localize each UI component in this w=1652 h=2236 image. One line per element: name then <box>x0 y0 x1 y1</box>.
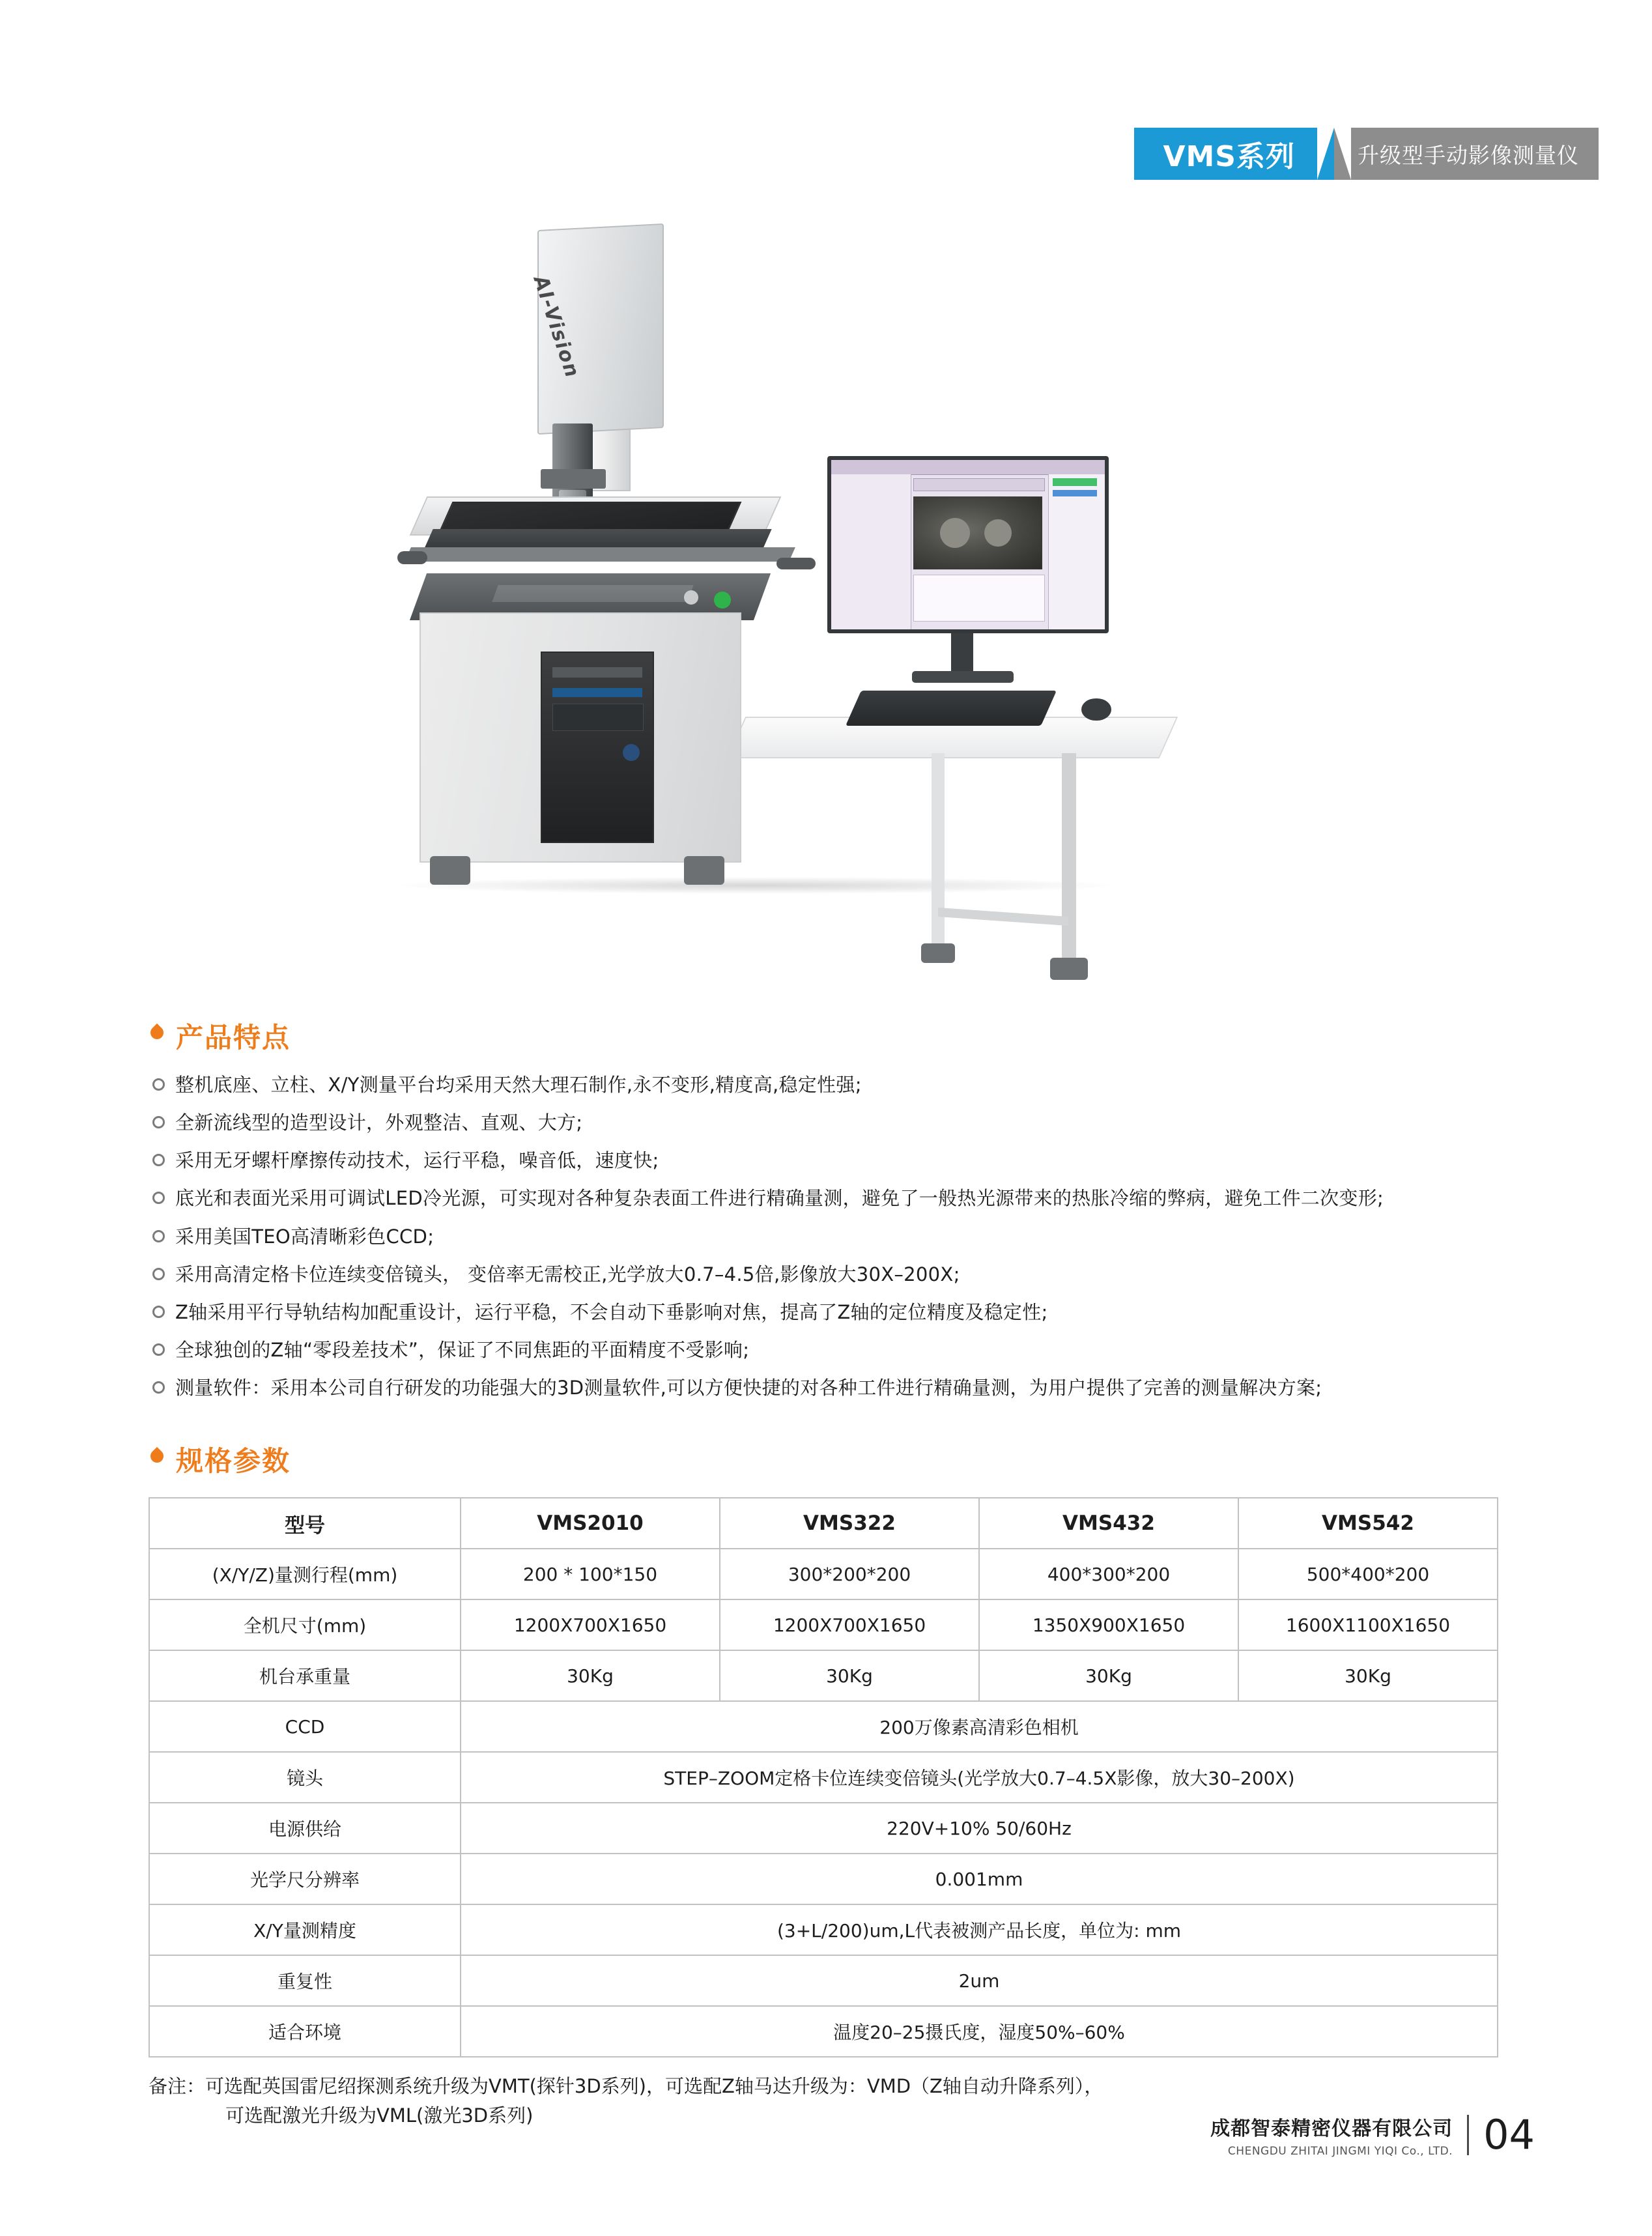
feature-text: 全新流线型的造型设计，外观整洁、直观、大方; <box>175 1111 583 1134</box>
machine-head-housing <box>528 223 664 435</box>
table-row <box>149 1955 1498 2006</box>
footer-company <box>1210 2112 1453 2158</box>
list-item <box>152 1338 1652 1363</box>
machine-optics-mount <box>541 469 606 489</box>
monitor-screen <box>831 460 1105 629</box>
table-row <box>149 1752 1498 1803</box>
machine-foot-right <box>684 856 724 885</box>
cell-merged: 0.001mm <box>461 1854 1498 1904</box>
row-label: CCD <box>149 1701 461 1752</box>
monitor-stand-base <box>912 671 1014 683</box>
spec-table <box>149 1497 1498 2057</box>
ring-bullet-icon <box>152 1306 165 1318</box>
table-row <box>149 2006 1498 2057</box>
software-right-panel <box>1048 474 1105 629</box>
spec-table-wrapper <box>0 1497 1652 2057</box>
software-toolbar <box>913 478 1045 491</box>
cell-merged: 200万像素高清彩色相机 <box>461 1701 1498 1752</box>
mouse <box>1081 698 1111 721</box>
monitor-stand-neck <box>951 629 973 675</box>
computer-power-button <box>623 744 640 761</box>
spec-section-header <box>0 1440 1652 1479</box>
ring-bullet-icon <box>152 1154 165 1166</box>
company-name-cn: 成都智泰精密仪器有限公司 <box>1210 2117 1453 2140</box>
col-header-model: 型号 <box>149 1498 461 1549</box>
cell-merged: 220V+10% 50/60Hz <box>461 1803 1498 1854</box>
banner-gray-wedge <box>1334 128 1351 180</box>
spec-table-head <box>149 1498 1498 1549</box>
cell-merged: (3+L/200)um,L代表被测产品长度，单位为: mm <box>461 1904 1498 1955</box>
cell: 300*200*200 <box>720 1549 979 1599</box>
col-header-vms2010: VMS2010 <box>461 1498 720 1549</box>
table-row <box>149 1701 1498 1752</box>
features-section-header <box>0 1016 1652 1055</box>
droplet-icon <box>149 1025 165 1047</box>
spec-note-line-1: 备注：可选配英国雷尼绍探测系统升级为VMT(探针3D系列)，可选配Z轴马达升级为：VMD（Z轴自动升降系列）， <box>149 2075 1104 2097</box>
row-label: 适合环境 <box>149 2006 461 2057</box>
machine-foot-left <box>430 856 470 885</box>
ring-bullet-icon <box>152 1268 165 1280</box>
cell: 1200X700X1650 <box>461 1599 720 1650</box>
computer-accent-strip <box>552 688 642 697</box>
machine-power-button <box>714 592 731 609</box>
features-list <box>0 1072 1652 1401</box>
machine-panel-label <box>492 585 693 602</box>
cell: 30Kg <box>979 1650 1238 1701</box>
list-item <box>152 1186 1652 1211</box>
list-item <box>152 1300 1652 1325</box>
cell: 30Kg <box>1238 1650 1498 1701</box>
table-header-row <box>149 1498 1498 1549</box>
software-green-indicator <box>1053 478 1097 486</box>
ring-bullet-icon <box>152 1381 165 1394</box>
row-label: X/Y量测精度 <box>149 1904 461 1955</box>
feature-text: 整机底座、立柱、X/Y测量平台均采用天然大理石制作,永不变形,精度高,稳定性强; <box>175 1074 862 1096</box>
desk-leg-left <box>932 753 945 949</box>
series-subtitle: 升级型手动影像测量仪 <box>1351 128 1599 180</box>
cell: 30Kg <box>461 1650 720 1701</box>
computer-front-panel <box>552 704 644 731</box>
table-row <box>149 1549 1498 1599</box>
camera-view-feature-1 <box>940 518 970 548</box>
ring-bullet-icon <box>152 1116 165 1128</box>
machine-panel-button <box>684 590 698 605</box>
spec-table-body <box>149 1549 1498 2057</box>
desk-foot-right <box>1050 958 1088 980</box>
cell: 30Kg <box>720 1650 979 1701</box>
droplet-icon <box>149 1448 165 1470</box>
cell: 500*400*200 <box>1238 1549 1498 1599</box>
table-row <box>149 1803 1498 1854</box>
cell-merged: 2um <box>461 1955 1498 2006</box>
software-left-panel <box>831 474 911 629</box>
row-label: 电源供给 <box>149 1803 461 1854</box>
cell-merged: 温度20–25摄氏度，湿度50%–60% <box>461 2006 1498 2057</box>
table-row <box>149 1599 1498 1650</box>
table-row <box>149 1854 1498 1904</box>
feature-text: 测量软件：采用本公司自行研发的功能强大的3D测量软件,可以方便快捷的对各种工件进行精确量测，为用户提供了完善的测量解决方案; <box>175 1377 1322 1399</box>
features-section <box>0 1016 1652 1413</box>
ring-bullet-icon <box>152 1078 165 1091</box>
col-header-vms322: VMS322 <box>720 1498 979 1549</box>
features-section-title: 产品特点 <box>176 1022 291 1054</box>
list-item <box>152 1148 1652 1173</box>
camera-view-feature-2 <box>984 519 1012 547</box>
row-label: 重复性 <box>149 1955 461 2006</box>
table-row <box>149 1904 1498 1955</box>
row-label: 全机尺寸(mm) <box>149 1599 461 1650</box>
desk-leg-right <box>1062 753 1076 962</box>
cell: 1200X700X1650 <box>720 1599 979 1650</box>
feature-text: Z轴采用平行导轨结构加配重设计，运行平稳，不会自动下垂影响对焦，提高了Z轴的定位精度及稳定性; <box>175 1300 1048 1323</box>
company-name-en: CHENGDU ZHITAI JINGMI YIQI Co., LTD. <box>1227 2145 1453 2158</box>
page-number: 04 <box>1483 2111 1535 2158</box>
software-menubar <box>831 460 1105 475</box>
feature-text: 全球独创的Z轴“零段差技术”，保证了不同焦距的平面精度不受影响; <box>175 1338 750 1361</box>
machine-x-axis-knob <box>397 551 427 564</box>
desk-foot-left <box>921 943 955 963</box>
cell: 400*300*200 <box>979 1549 1238 1599</box>
banner-blue-wedge <box>1317 128 1334 180</box>
page-footer <box>1210 2112 1535 2158</box>
table-row <box>149 1650 1498 1701</box>
col-header-vms432: VMS432 <box>979 1498 1238 1549</box>
row-label: 机台承重量 <box>149 1650 461 1701</box>
keyboard <box>846 691 1057 726</box>
software-results-list <box>913 575 1045 622</box>
cell: 1600X1100X1650 <box>1238 1599 1498 1650</box>
list-item <box>152 1224 1652 1250</box>
footer-divider <box>1467 2115 1469 2155</box>
list-item <box>152 1072 1652 1098</box>
spec-note-line-2: 可选配激光升级为VML(激光3D系列) <box>225 2104 534 2127</box>
list-item <box>152 1262 1652 1287</box>
spec-section-title: 规格参数 <box>176 1445 291 1477</box>
feature-text: 采用无牙螺杆摩擦传动技术，运行平稳，噪音低，速度快; <box>175 1149 659 1172</box>
list-item <box>152 1375 1652 1401</box>
machine-y-axis-knob <box>776 558 816 569</box>
computer-drive-bay <box>552 667 642 678</box>
ring-bullet-icon <box>152 1230 165 1242</box>
machine-stage-rail <box>405 547 795 562</box>
monitor <box>827 456 1109 633</box>
cell: 200 * 100*150 <box>461 1549 720 1599</box>
page-header-banner <box>1134 128 1599 180</box>
feature-text: 采用美国TEO高清晰彩色CCD; <box>175 1225 434 1248</box>
cell-merged: STEP–ZOOM定格卡位连续变倍镜头(光学放大0.7–4.5X影像，放大30–200X) <box>461 1752 1498 1803</box>
row-label: 光学尺分辨率 <box>149 1854 461 1904</box>
col-header-vms542: VMS542 <box>1238 1498 1498 1549</box>
desk-crossbar <box>938 908 1068 926</box>
series-title: VMS系列 <box>1134 128 1317 180</box>
row-label: 镜头 <box>149 1752 461 1803</box>
list-item <box>152 1110 1652 1136</box>
ring-bullet-icon <box>152 1343 165 1356</box>
photo-floor-shadow <box>397 877 1114 894</box>
feature-text: 采用高清定格卡位连续变倍镜头， 变倍率无需校正,光学放大0.7–4.5倍,影像放大30X–200X; <box>175 1263 960 1285</box>
spec-section <box>0 1440 1652 2130</box>
machine-brand-logo: AI-Vision <box>528 272 584 382</box>
ring-bullet-icon <box>152 1192 165 1204</box>
software-camera-view <box>913 496 1042 569</box>
desktop-computer-tower <box>541 652 654 843</box>
feature-text: 底光和表面光采用可调试LED冷光源，可实现对各种复杂表面工件进行精确量测，避免了一般热光源带来的热胀冷缩的弊病，避免工件二次变形; <box>175 1187 1384 1210</box>
cell: 1350X900X1650 <box>979 1599 1238 1650</box>
row-label: (X/Y/Z)量测行程(mm) <box>149 1549 461 1599</box>
software-blue-indicator <box>1053 490 1097 496</box>
product-photo <box>280 195 1414 997</box>
